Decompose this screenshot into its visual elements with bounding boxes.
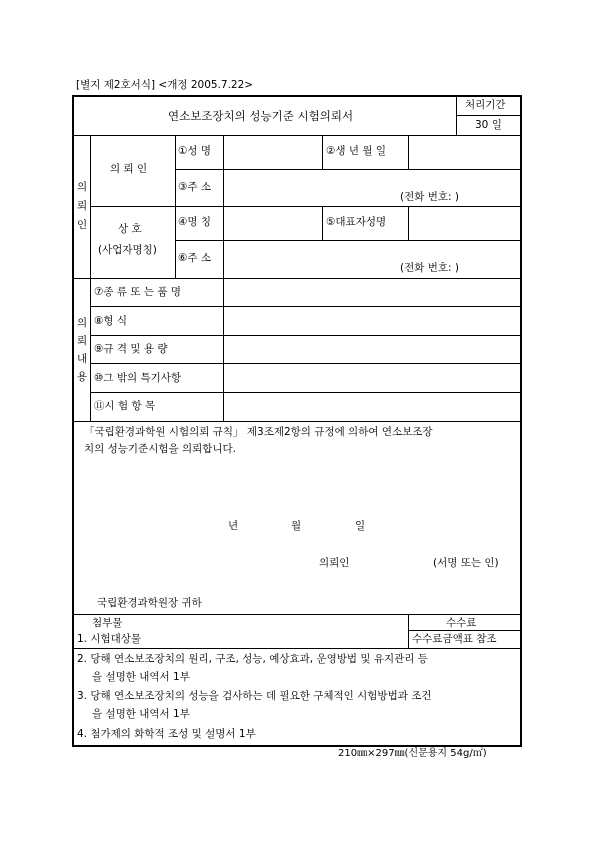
form-number: [별지 제2호서식] <개정 2005.7.22>	[76, 79, 254, 91]
requester-birth-field[interactable]	[409, 136, 521, 168]
request-item-label: ⑨규 격 및 용 량	[94, 343, 168, 355]
company-label: 상 호	[118, 223, 142, 235]
statement-line: 「국립환경과학원 시험의뢰 규칙」 제3조제2항의 규정에 의하여 연소보조장	[84, 426, 433, 438]
requester-address-label: ③주 소	[178, 181, 212, 193]
form-title: 연소보조장치의 성능기준 시험의뢰서	[168, 109, 354, 123]
attachment-item: 4. 첨가제의 화학적 조성 및 설명서 1부	[77, 728, 256, 740]
requester-phone: (전화 번호: )	[400, 191, 459, 203]
processing-label: 처리기간	[465, 99, 506, 111]
request-item-field[interactable]	[224, 279, 521, 305]
date-day: 일	[355, 520, 366, 532]
request-item-field[interactable]	[224, 336, 521, 362]
paper-spec: 210㎜×297㎜(신문용지 54g/㎡)	[338, 748, 487, 759]
processing-value: 30 일	[475, 119, 502, 131]
request-section-char: 내	[77, 353, 88, 365]
company-rep-label: ⑤대표자성명	[326, 216, 387, 228]
statement-line: 치의 성능기준시험을 의뢰합니다.	[84, 443, 237, 455]
fee-value: 수수료금액표 참조	[412, 633, 497, 645]
company-rep-field[interactable]	[409, 207, 521, 239]
requester-birth-label: ②생 년 월 일	[326, 145, 386, 157]
requester-name-field[interactable]	[224, 136, 321, 168]
company-address-label: ⑥주 소	[178, 252, 212, 264]
requester-address-field[interactable]	[224, 170, 521, 205]
attachment-item: 을 설명한 내역서 1부	[92, 708, 190, 720]
attachment-item: 을 설명한 내역서 1부	[92, 671, 190, 683]
company-address-field[interactable]	[224, 241, 521, 277]
company-phone: (전화 번호: )	[400, 262, 459, 274]
attachments-title: 첨부물	[92, 617, 123, 629]
requester-name-label: ①성 명	[178, 145, 212, 157]
request-section-char: 뢰	[77, 335, 88, 347]
company-name-label: ④명 칭	[178, 216, 212, 228]
request-section-char: 의	[77, 317, 88, 329]
date-year: 년	[228, 520, 239, 532]
requester-section-char: 뢰	[77, 200, 88, 212]
attachment-item: 3. 당해 연소보조장치의 성능을 검사하는 데 필요한 구체적인 시험방법과 조건	[77, 690, 432, 702]
date-month: 월	[291, 520, 302, 532]
addressee: 국립환경과학원장 귀하	[97, 597, 202, 609]
signer-label: 의뢰인	[319, 557, 350, 569]
request-item-field[interactable]	[224, 364, 521, 391]
request-item-label: ⑦종 류 또 는 품 명	[94, 286, 181, 298]
signature-field[interactable]	[360, 553, 430, 573]
request-item-field[interactable]	[224, 393, 521, 420]
company-name-field[interactable]	[224, 207, 321, 239]
fee-label: 수수료	[446, 617, 477, 629]
signer-sign-note: (서명 또는 인)	[433, 557, 499, 569]
requester-section-char: 인	[77, 219, 88, 231]
request-item-label: ⑧형 식	[94, 315, 128, 327]
company-label-sub: (사업자명칭)	[98, 244, 157, 256]
request-item-label: ⑩그 밖의 특기사항	[94, 372, 182, 384]
request-section-char: 용	[77, 371, 88, 383]
request-item-field[interactable]	[224, 307, 521, 334]
attachment-item: 1. 시험대상물	[77, 633, 142, 645]
request-item-label: ⑪시 험 항 목	[94, 400, 156, 412]
requester-label: 의 뢰 인	[110, 163, 148, 175]
requester-section-char: 의	[77, 181, 88, 193]
attachment-item: 2. 당해 연소보조장치의 원리, 구조, 성능, 예상효과, 운영방법 및 유지관리 등	[77, 653, 428, 665]
